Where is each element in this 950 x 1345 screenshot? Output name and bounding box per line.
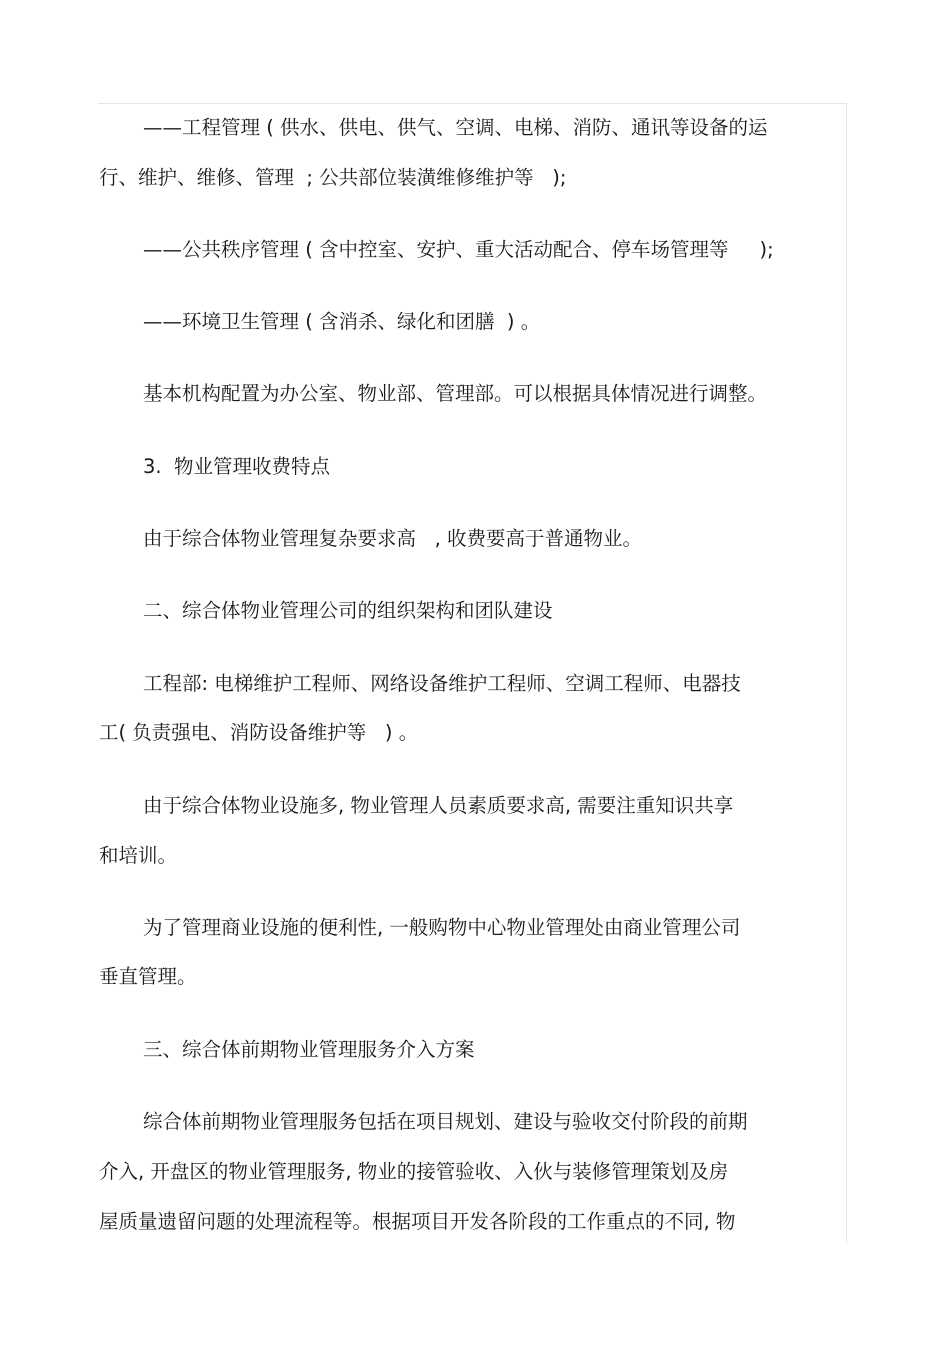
paragraph-environment-mgmt: ——环境卫生管理 ( 含消杀、绿化和团膳 ) 。: [143, 310, 541, 333]
paragraph-vertical-mgmt-line-1: 为了管理商业设施的便利性, 一般购物中心物业管理处由商业管理公司: [143, 916, 741, 939]
heading-fee-characteristics: 3. 物业管理收费特点: [143, 455, 331, 478]
paragraph-public-order-mgmt: ——公共秩序管理 ( 含中控室、安护、重大活动配合、停车场管理等 );: [143, 238, 774, 261]
heading-section-two: 二、综合体物业管理公司的组织架构和团队建设: [143, 599, 553, 622]
paragraph-basic-structure: 基本机构配置为办公室、物业部、管理部。可以根据具体情况进行调整。: [143, 382, 768, 405]
heading-section-three: 三、综合体前期物业管理服务介入方案: [143, 1038, 475, 1061]
paragraph-early-intervention-line-1: 综合体前期物业管理服务包括在项目规划、建设与验收交付阶段的前期: [143, 1110, 748, 1133]
paragraph-vertical-mgmt-line-2: 垂直管理。: [99, 965, 197, 988]
paragraph-engineering-dept-line-2: 工( 负责强电、消防设备维护等 ) 。: [99, 721, 419, 744]
paragraph-early-intervention-line-2: 介入, 开盘区的物业管理服务, 物业的接管验收、入伙与装修管理策划及房: [99, 1160, 729, 1183]
paragraph-early-intervention-line-3: 屋质量遗留问题的处理流程等。根据项目开发各阶段的工作重点的不同, 物: [99, 1210, 736, 1233]
paragraph-engineering-mgmt-line-1: ——工程管理 ( 供水、供电、供气、空调、电梯、消防、通讯等设备的运: [143, 116, 768, 139]
paragraph-training-line-1: 由于综合体物业设施多, 物业管理人员素质要求高, 需要注重知识共享: [143, 794, 734, 817]
paragraph-engineering-dept-line-1: 工程部: 电梯维护工程师、网络设备维护工程师、空调工程师、电器技: [143, 672, 741, 695]
paragraph-engineering-mgmt-line-2: 行、维护、维修、管理 ; 公共部位装潢维修维护等 );: [99, 166, 567, 189]
paragraph-fee-text: 由于综合体物业管理复杂要求高 , 收费要高于普通物业。: [143, 527, 642, 550]
paragraph-training-line-2: 和培训。: [99, 844, 178, 867]
